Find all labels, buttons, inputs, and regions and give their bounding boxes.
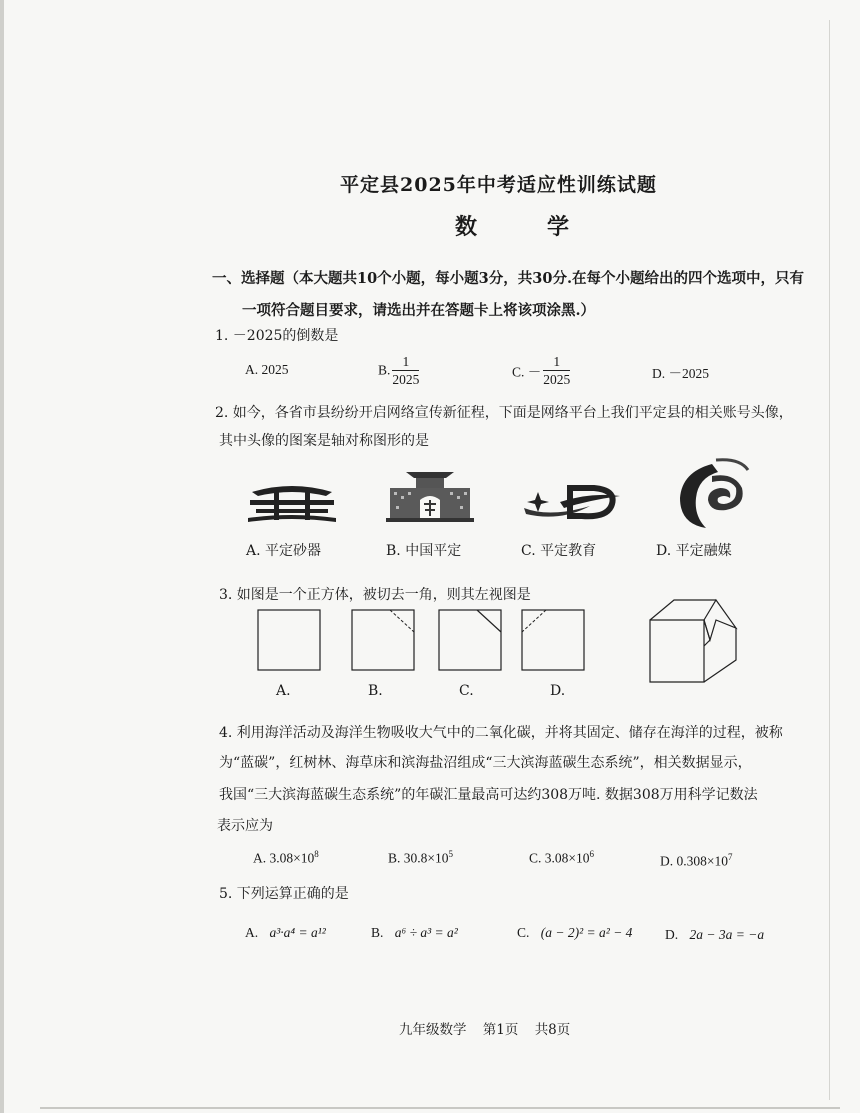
q3-option-c: C.: [459, 683, 474, 699]
q4-option-d: [660, 852, 733, 870]
q5-option-b: [371, 925, 458, 941]
q5-option-c-label: C.: [517, 925, 530, 940]
pingding-media-logo: [672, 458, 752, 532]
q2-option-b: B. 中国平定: [386, 543, 462, 559]
q1-option-b-numerator: 1: [392, 353, 419, 371]
footer-grade-subject: 九年级数学: [399, 1022, 467, 1038]
q2-option-c: C. 平定教育: [521, 543, 597, 559]
q1-option-a: A. 2025: [245, 362, 289, 377]
q4-line-2: 为“蓝碳”，红树林、海草床和滨海盐沼组成“三大滨海蓝碳生态系统”，相关数据显示，: [219, 755, 752, 771]
q5-option-a: [245, 925, 326, 941]
section-1-line-1: 一、选择题（本大题共10个小题，每小题3分，共30分.在每个小题给出的四个选项中，只有: [212, 270, 804, 287]
q1-option-d: D. －2025: [652, 366, 709, 381]
q3-option-c-figure: [437, 608, 505, 672]
page-edge-left: [0, 0, 4, 1113]
pingding-pottery-logo: [246, 478, 338, 524]
q4-option-d-base: D. 0.308×10: [660, 853, 728, 869]
q4-option-b: [388, 849, 453, 867]
q1-option-c-denominator: 2025: [543, 372, 571, 387]
q1-option-b: [378, 353, 419, 388]
pingding-education-logo: [520, 472, 622, 528]
q3-option-d: D.: [550, 683, 566, 699]
q4-option-a-exponent: 8: [314, 849, 319, 859]
china-pingding-logo: [386, 466, 474, 524]
page-footer: [399, 1018, 582, 1038]
q5-option-d-label: D.: [665, 927, 679, 942]
q5-option-c: [517, 925, 632, 941]
q2-option-d: D. 平定融媒: [656, 543, 732, 559]
q5-option-c-expression: (a − 2)² = a² − 4: [540, 925, 633, 940]
q4-line-3: 我国“三大滨海蓝碳生态系统”的年碳汇量最高可达约308万吨. 数据308万用科学记数法: [219, 787, 758, 803]
q4-option-b-base: B. 30.8×10: [388, 850, 449, 866]
q1-option-c-fraction: [543, 353, 570, 388]
q4-option-a: [253, 849, 319, 867]
q2-option-a: A. 平定砂器: [246, 543, 322, 559]
q5-option-d-expression: 2a − 3a = −a: [689, 927, 765, 942]
q4-option-a-base: A. 3.08×10: [253, 850, 315, 866]
q1-option-b-denominator: 2025: [392, 372, 420, 387]
q2-stem-line-2: 其中头像的图案是轴对称图形的是: [219, 433, 429, 449]
q3-option-a-figure: [256, 608, 324, 672]
q5-stem: 5. 下列运算正确的是: [219, 886, 349, 902]
q4-option-c-exponent: 6: [589, 849, 594, 859]
q4-line-1: 4. 利用海洋活动及海洋生物吸收大气中的二氧化碳，并将其固定、储存在海洋的过程，被称: [219, 725, 783, 741]
q5-option-b-expression: a⁶ ÷ a³ = a²: [394, 925, 458, 940]
page-edge-right: [829, 20, 830, 1100]
q5-option-b-label: B.: [371, 925, 384, 940]
q3-cube-figure: [646, 596, 740, 686]
exam-title: 平定县2025年中考适应性训练试题: [340, 174, 657, 196]
footer-total-pages: 共8页: [534, 1022, 571, 1038]
exam-subject: 数学: [455, 214, 640, 240]
q4-option-d-exponent: 7: [728, 852, 733, 862]
footer-page-number: 第1页: [482, 1022, 519, 1038]
q3-option-a: A.: [276, 683, 291, 699]
q4-option-b-exponent: 5: [448, 849, 453, 859]
q1-option-c-label: C. －: [512, 364, 542, 380]
q4-line-4: 表示应为: [217, 818, 273, 834]
section-1-line-2: 一项符合题目要求，请选出并在答题卡上将该项涂黑.）: [242, 302, 596, 319]
q3-option-b: B.: [368, 683, 383, 699]
q1-stem: 1. －2025的倒数是: [215, 328, 339, 344]
q5-option-d: [665, 927, 764, 943]
q2-stem-line-1: 2. 如今，各省市县纷纷开启网络宣传新征程，下面是网络平台上我们平定县的相关账号头像，: [215, 405, 793, 421]
q1-option-b-label: B.: [378, 362, 391, 378]
q1-option-c: [512, 353, 570, 388]
q3-stem: 3. 如图是一个正方体，被切去一角，则其左视图是: [219, 587, 531, 603]
q4-option-c-base: C. 3.08×10: [529, 850, 590, 866]
q4-option-c: [529, 849, 594, 867]
q5-option-a-expression: a³·a⁴ = a¹²: [269, 925, 326, 940]
q3-option-d-figure: [520, 608, 588, 672]
q1-option-c-numerator: 1: [543, 353, 570, 371]
section-1-heading: [212, 263, 832, 327]
q1-option-b-fraction: [392, 353, 419, 388]
page-edge-bottom: [40, 1107, 840, 1109]
q5-option-a-label: A.: [245, 925, 259, 940]
q3-option-b-figure: [350, 608, 418, 672]
